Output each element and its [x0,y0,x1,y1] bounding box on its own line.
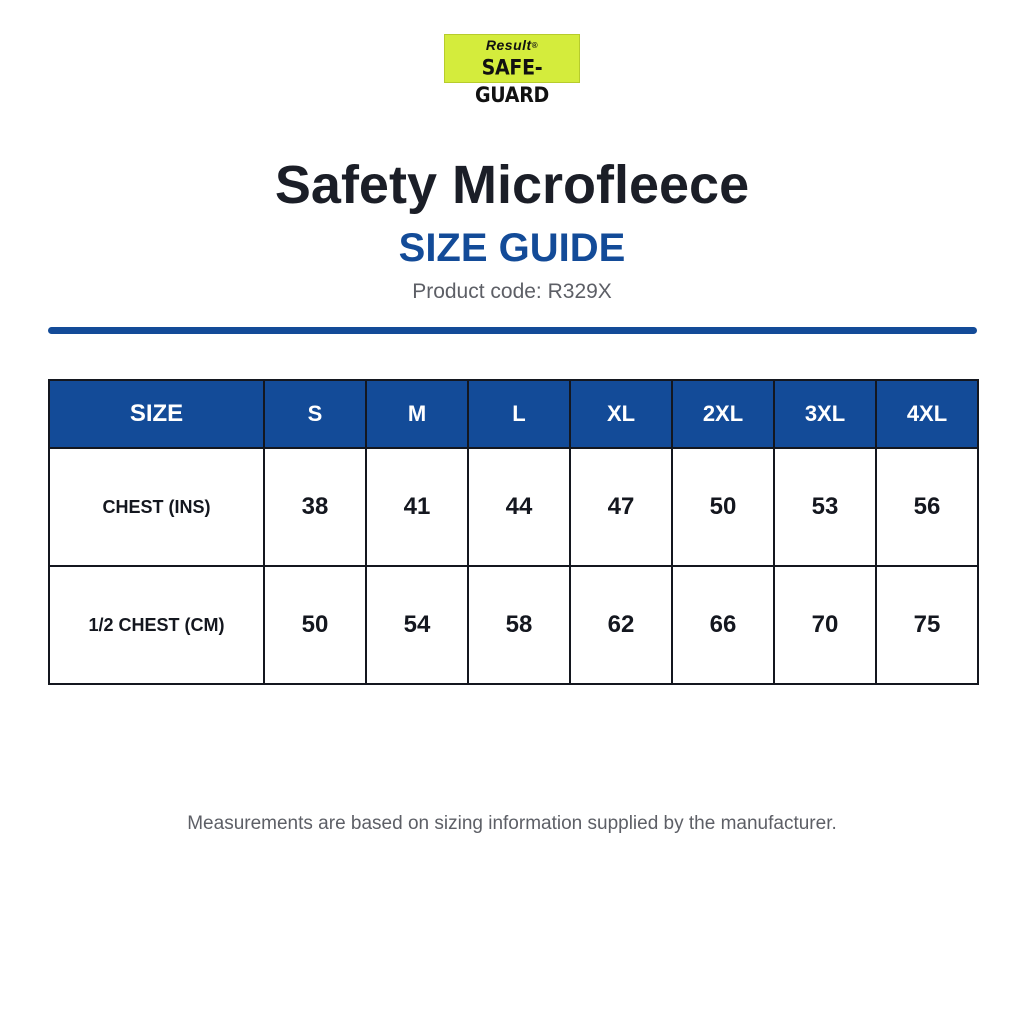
size-column-header: 3XL [774,380,876,448]
table-cell: 56 [876,448,978,566]
logo-line-text: SAFE-GUARD [474,55,550,108]
logo-brand-text: Result® [485,37,539,53]
table-cell: 41 [366,448,468,566]
row-label: CHEST (INS) [49,448,264,566]
table-cell: 62 [570,566,672,684]
brand-logo [444,34,580,108]
table-cell: 70 [774,566,876,684]
table-cell: 44 [468,448,570,566]
table-cell: 38 [264,448,366,566]
table-row [49,566,978,684]
size-column-header: 2XL [672,380,774,448]
size-header-cell: SIZE [49,380,264,448]
page-subtitle: SIZE GUIDE [398,226,626,270]
table-header-row [49,380,978,448]
row-label: 1/2 CHEST (CM) [49,566,264,684]
table-cell: 75 [876,566,978,684]
size-column-header: 4XL [876,380,978,448]
size-table [48,379,979,685]
table-cell: 53 [774,448,876,566]
table-cell: 54 [366,566,468,684]
size-column-header: XL [570,380,672,448]
table-cell: 47 [570,448,672,566]
size-column-header: M [366,380,468,448]
table-row [49,448,978,566]
table-cell: 66 [672,566,774,684]
header-divider [48,327,977,334]
table-cell: 50 [672,448,774,566]
page-title: Safety Microfleece [274,155,750,215]
table-cell: 58 [468,566,570,684]
table-cell: 50 [264,566,366,684]
size-column-header: L [468,380,570,448]
product-code: Product code: R329X [412,280,612,303]
size-column-header: S [264,380,366,448]
footer-note: Measurements are based on sizing information supplied by the manufacturer. [187,813,837,834]
